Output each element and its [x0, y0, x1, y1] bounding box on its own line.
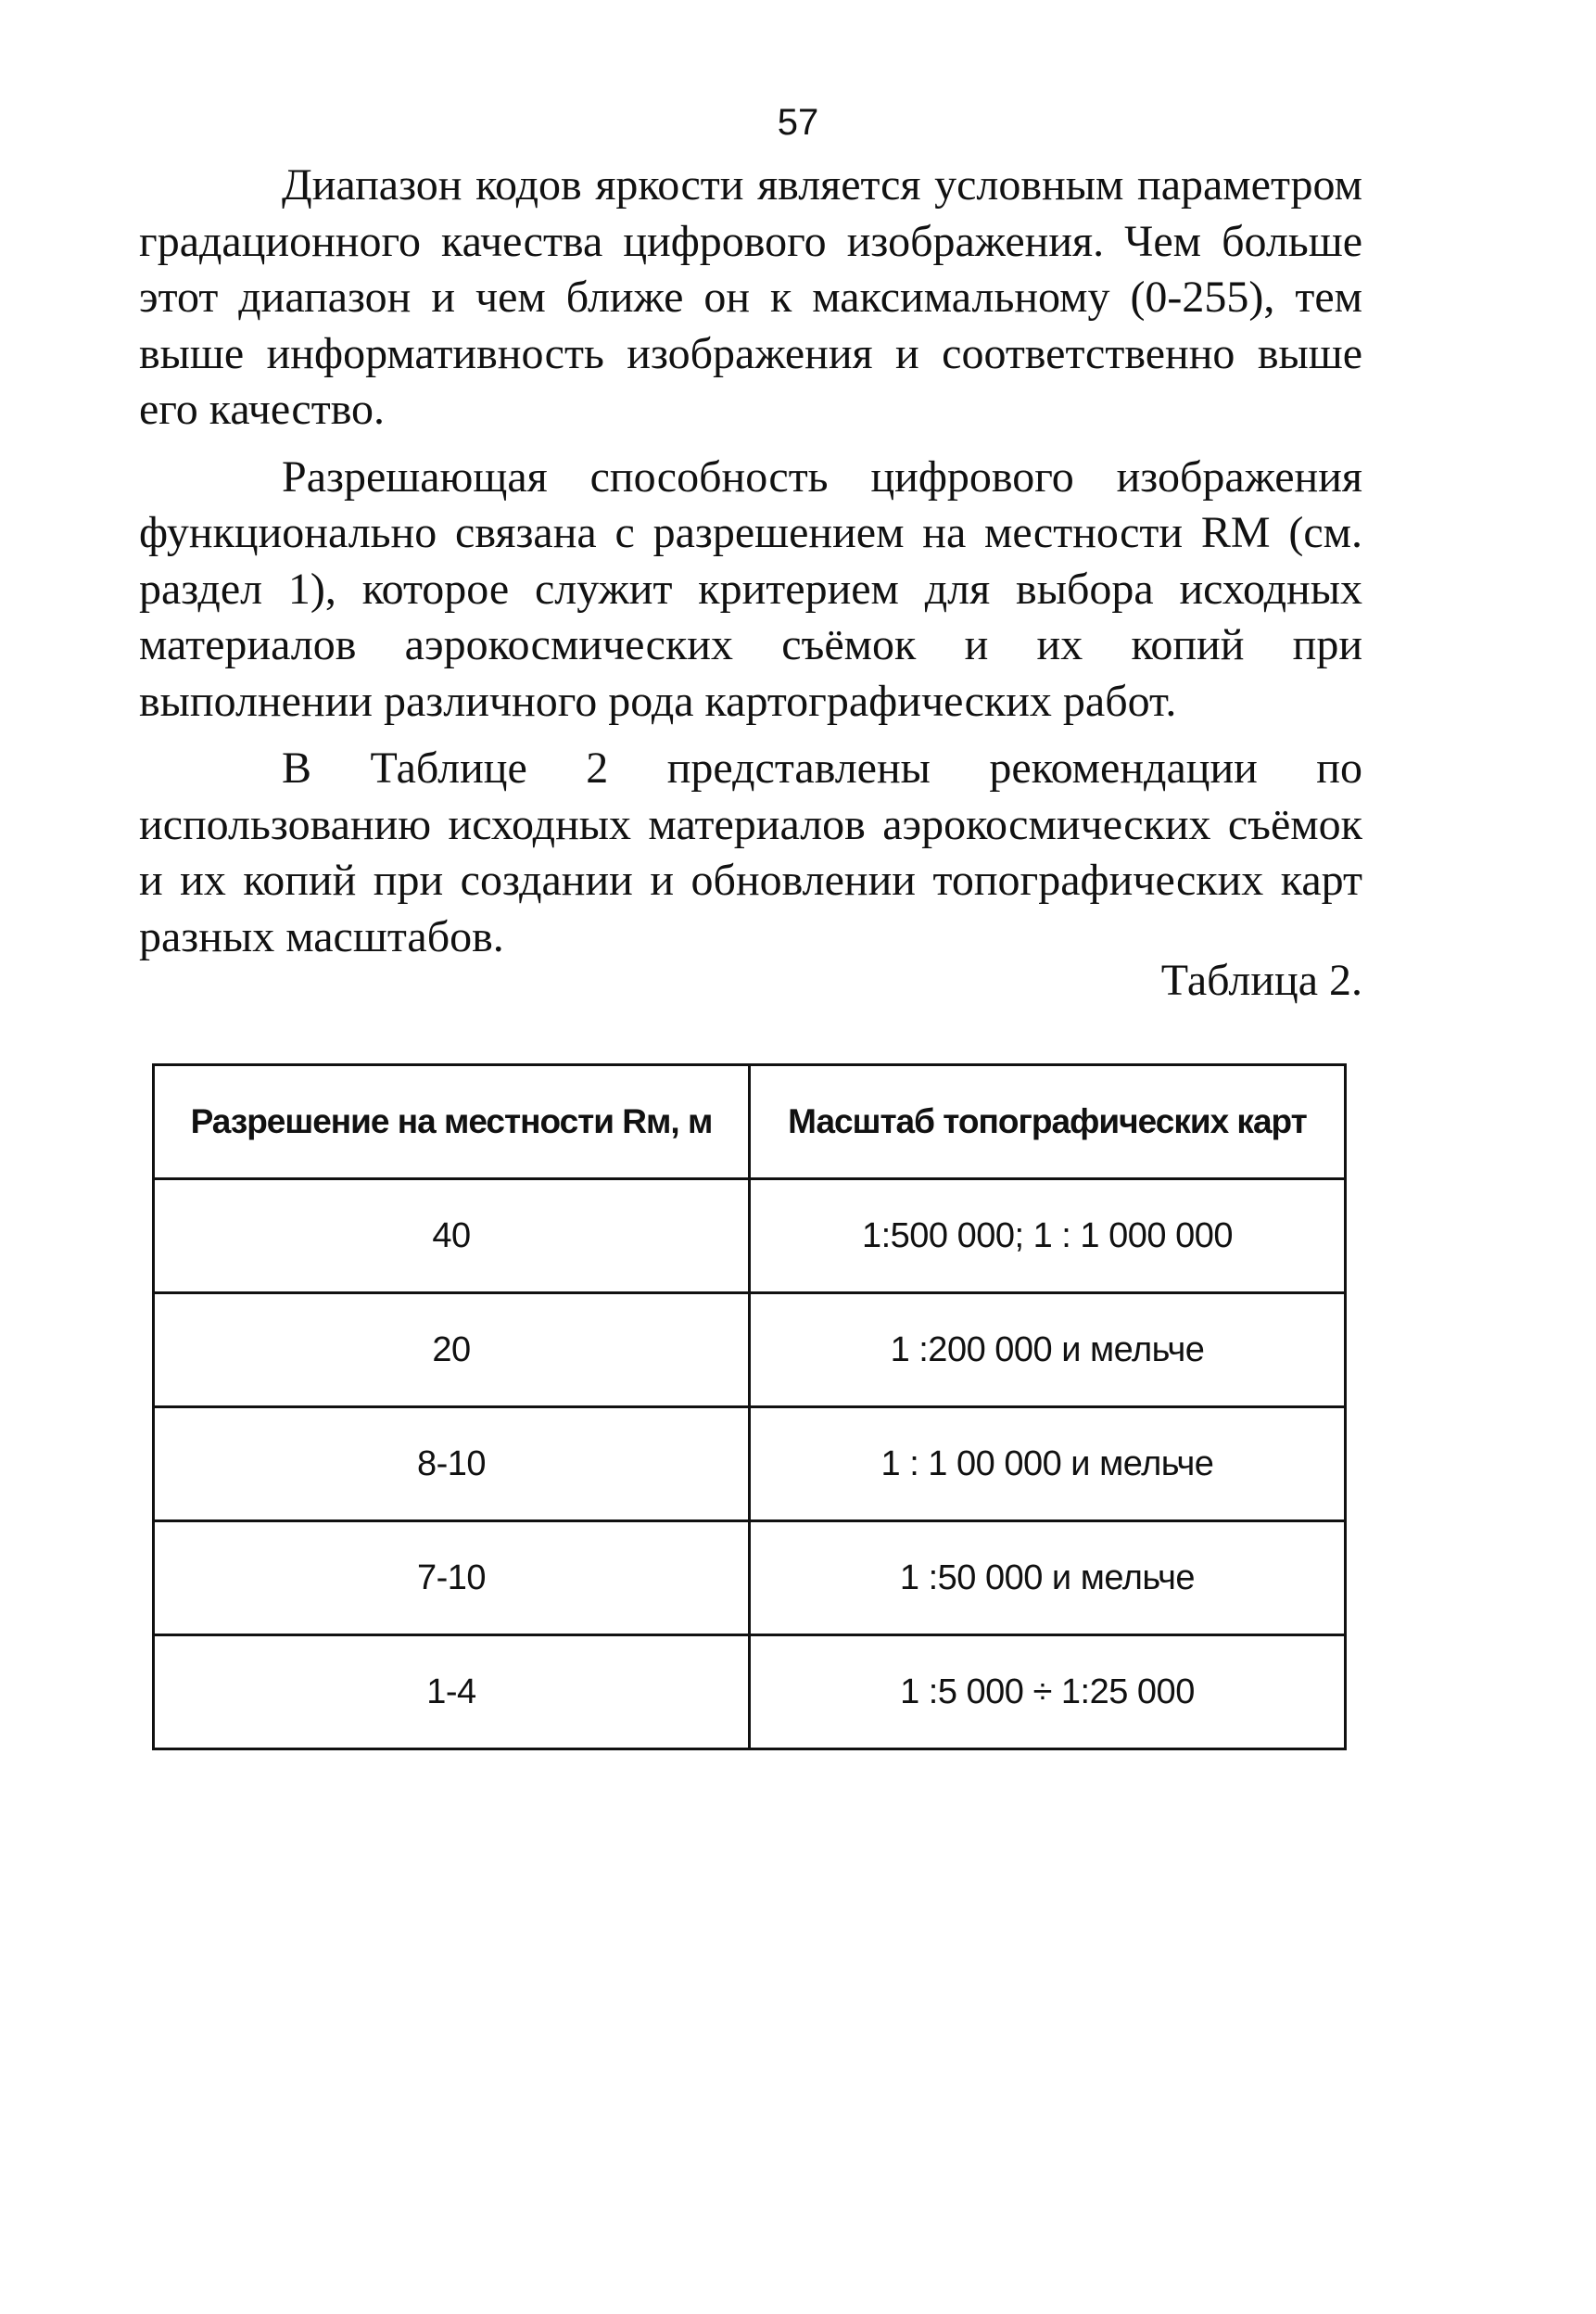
cell-resolution: 8-10: [154, 1407, 750, 1521]
cell-scale: 1 :5 000 ÷ 1:25 000: [749, 1635, 1345, 1749]
header-ground-resolution: Разрешение на местности Rм, м: [154, 1065, 750, 1179]
cell-resolution: 20: [154, 1293, 750, 1407]
cell-scale: 1 :50 000 и мельче: [749, 1521, 1345, 1635]
cell-scale: 1:500 000; 1 : 1 000 000: [749, 1179, 1345, 1293]
cell-resolution: 1-4: [154, 1635, 750, 1749]
table-row: [154, 1407, 1346, 1521]
body-text: [139, 158, 1362, 976]
table-caption: Таблица 2.: [1160, 956, 1362, 1005]
cell-resolution: 7-10: [154, 1521, 750, 1635]
header-map-scale: Масштаб топографических карт: [749, 1065, 1345, 1179]
cell-scale: 1 :200 000 и мельче: [749, 1293, 1345, 1407]
paragraph-brightness-range: Диапазон кодов яркости является условным параметром градационного качества цифрового изображения. Чем больше этот диапазон и чем ближе он к максимальному (0-255), тем выше информативность изображения и соответственно выше его качество.: [139, 160, 1362, 434]
table-row: [154, 1293, 1346, 1407]
resolution-scale-table: [152, 1063, 1347, 1750]
table-row: [154, 1521, 1346, 1635]
cell-resolution: 40: [154, 1179, 750, 1293]
table-row: [154, 1179, 1346, 1293]
page-number: 57: [777, 102, 819, 143]
table-header-row: [154, 1065, 1346, 1179]
table-row: [154, 1635, 1346, 1749]
cell-scale: 1 : 1 00 000 и мельче: [749, 1407, 1345, 1521]
paragraph-table-intro: В Таблице 2 представлены рекомендации по использованию исходных материалов аэрокосмических съёмок и их копий при создании и обновлении топографических карт разных масштабов.: [139, 744, 1362, 961]
paragraph-resolution: Разрешающая способность цифрового изображения функционально связана с разрешением на местности RМ (см. раздел 1), которое служит критерием для выбора исходных материалов аэрокосмических съёмок и их копий при выполнении различного рода картографических работ.: [139, 451, 1362, 726]
